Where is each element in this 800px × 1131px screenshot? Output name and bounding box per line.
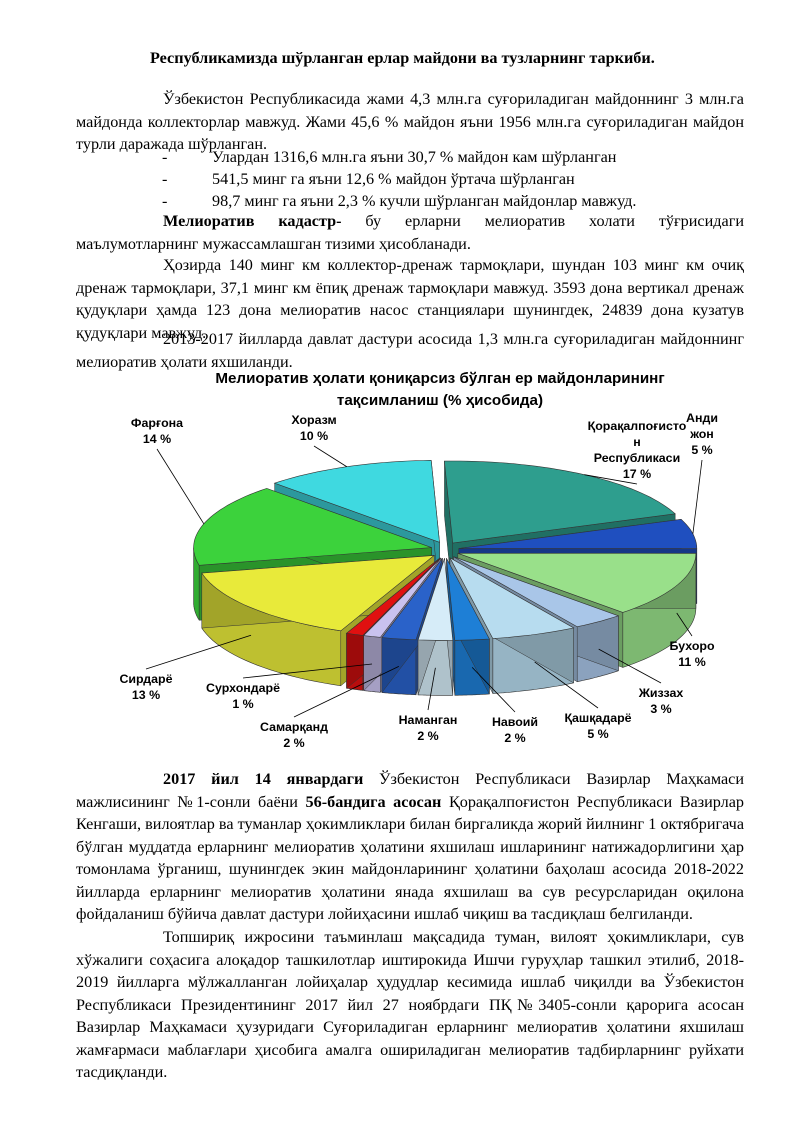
bullet-dash: -	[162, 170, 168, 188]
paragraph-decree-2017	[76, 768, 744, 926]
paragraph-cadastre	[76, 210, 744, 255]
leader-line	[314, 446, 347, 467]
slice-value-label: 14 %	[142, 432, 172, 446]
slice-value-label: 17 %	[622, 467, 652, 481]
slice-value-label: 2 %	[504, 731, 526, 745]
bullet-dash: -	[162, 192, 168, 210]
slice-value-label: 11 %	[678, 655, 706, 669]
slice-name-label: Бухоро	[669, 639, 715, 653]
slice-name-label: Қорақалпоғисто	[587, 419, 687, 433]
chart-title-line1: Мелиоратив ҳолати қониқарсиз бўлган ер майдонларининг	[215, 370, 665, 387]
bullet-high-salinity: 98,7 минг га яъни 2,3 % кучли шўрланган майдонлар мавжуд.	[212, 192, 637, 210]
slice-value-label: 13 %	[131, 688, 161, 702]
slice-name-label: н	[633, 435, 641, 449]
paragraph-program-2013-2017: 2013-2017 йилларда давлат дастури асосида 1,3 млн.га суғориладиган майдоннинг мелиоратив ҳолати яхшиланди.	[76, 330, 744, 371]
bullet-low-salinity: Улардан 1316,6 млн.га яъни 30,7 % майдон кам шўрланган	[212, 148, 617, 166]
slice-value-label: 2 %	[283, 736, 305, 750]
slice-value-label: 1 %	[232, 697, 254, 711]
slice-value-label: 5 %	[691, 443, 713, 457]
slice-name-label: Республикаси	[593, 451, 681, 465]
paragraph-salinity-intro: Ўзбекистон Республикасида жами 4,3 млн.га суғориладиган майдоннинг 3 млн.га майдонда коллекторлар мавжуд. Жами 45,6 % майдон яъни 1956 млн.га суғориладиган майдон турли даражада шўрланган.	[76, 90, 744, 153]
decree-text-b: Қорақалпоғистон Республикаси Вазирлар Кенгаши, вилоятлар ва туманлар ҳокимликлари билан биргаликда жорий йилнинг 1 октябригача бўлган муддатда ерларнинг мелиоратив ҳолатини яхшилаш ишларининг натижадорлигини ҳар томонлама ўрганиш, шунингдек экин майдонларининг ҳолатини баҳолаш асосида 2018-2022 йилларда ерларнинг мелиоратив ҳолатини янада яхшилаш ва сув ресурсларидан оқилона фойдаланиш бўйича давлат дастури лойиҳасини ишлаб чиқиш ва тасдиқлаш белгиланди.	[76, 792, 745, 923]
paragraph-working-groups: Топшириқ ижросини таъминлаш мақсадида туман, вилоят ҳокимликлари, сув хўжалиги соҳасига алоқадор ташкилотлар иштирокида Ишчи гуруҳлар ташкил этилиб, 2018-2019 йилларга мўлжалланган лойиҳалар ҳудудлар кесимида ишлаб чиқилди ва Ўзбекистон Республикаси Президентининг 2017 йил 27 ноябрдаги ПҚ№3405-сонли қарорига асосан Вазирлар Маҳкамаси ҳузуридаги Суғориладиган ерларнинг мелиоратив ҳолатини яхшилаш жамғармаси маблағлари ҳисобига амалга ошириладиган мелиоратив тадбирларнинг руйхати тасдиқланди.	[76, 928, 744, 1081]
leader-line	[693, 460, 702, 534]
slice-name-label: жон	[690, 427, 714, 441]
slice-name-label: Фарғона	[130, 416, 184, 430]
cadastre-term: Мелиоратив кадастр-	[163, 212, 342, 230]
slice-value-label: 10 %	[299, 429, 329, 443]
decree-date: 2017 йил 14 январдаги	[163, 770, 364, 788]
slice-name-label: Самарқанд	[260, 720, 328, 734]
document-title: Республикамизда шўрланган ерлар майдони ва тузларнинг таркиби.	[150, 49, 655, 67]
bullet-dash: -	[162, 148, 168, 166]
slice-name-label: Наманган	[398, 713, 458, 727]
slice-value-label: 5 %	[587, 727, 609, 741]
leader-line	[157, 449, 204, 524]
slice-name-label: Жиззах	[638, 686, 684, 700]
slice-value-label: 2 %	[417, 729, 439, 743]
decree-text-a: Ўзбекистон Республикаси Вазирлар Маҳкамаси мажлисининг №1-сонли баёни	[76, 770, 745, 811]
bullet-medium-salinity: 541,5 минг га яъни 12,6 % майдон ўртача шўрланган	[212, 170, 575, 188]
slice-name-label: Сирдарё	[119, 672, 173, 686]
cadastre-definition: бу ерларни мелиоратив холати тўғрисидаги маълумотларнинг мужассамлашган тизими ҳисобланади.	[76, 212, 744, 253]
pie-chart	[0, 360, 800, 760]
pie-chart-figure	[0, 360, 800, 760]
slice-name-label: Навоий	[491, 715, 539, 729]
slice-name-label: Қашқадарё	[564, 711, 632, 725]
paragraph-drainage: Ҳозирда 140 минг км коллектор-дренаж тармоқлари, шундан 103 минг км очиқ дренаж тармоқлари, 37,1 минг км ёпиқ дренаж тармоқлари мавжуд. 3593 дона вертикал дренаж қудуқлари ҳамда 123 дона мелиоратив насос станциялари шунингдек, 24839 дона кузатув қудуқлари мавжуд.	[76, 256, 744, 342]
slice-name-label: Анди	[686, 411, 718, 425]
slice-value-label: 3 %	[650, 702, 672, 716]
slice-name-label: Сурхондарё	[206, 681, 280, 695]
chart-title-line2: тақсимланиш (% ҳисобида)	[336, 392, 544, 409]
decree-clause: 56-бандига асосан	[305, 792, 442, 811]
slice-name-label: Хоразм	[291, 413, 337, 427]
